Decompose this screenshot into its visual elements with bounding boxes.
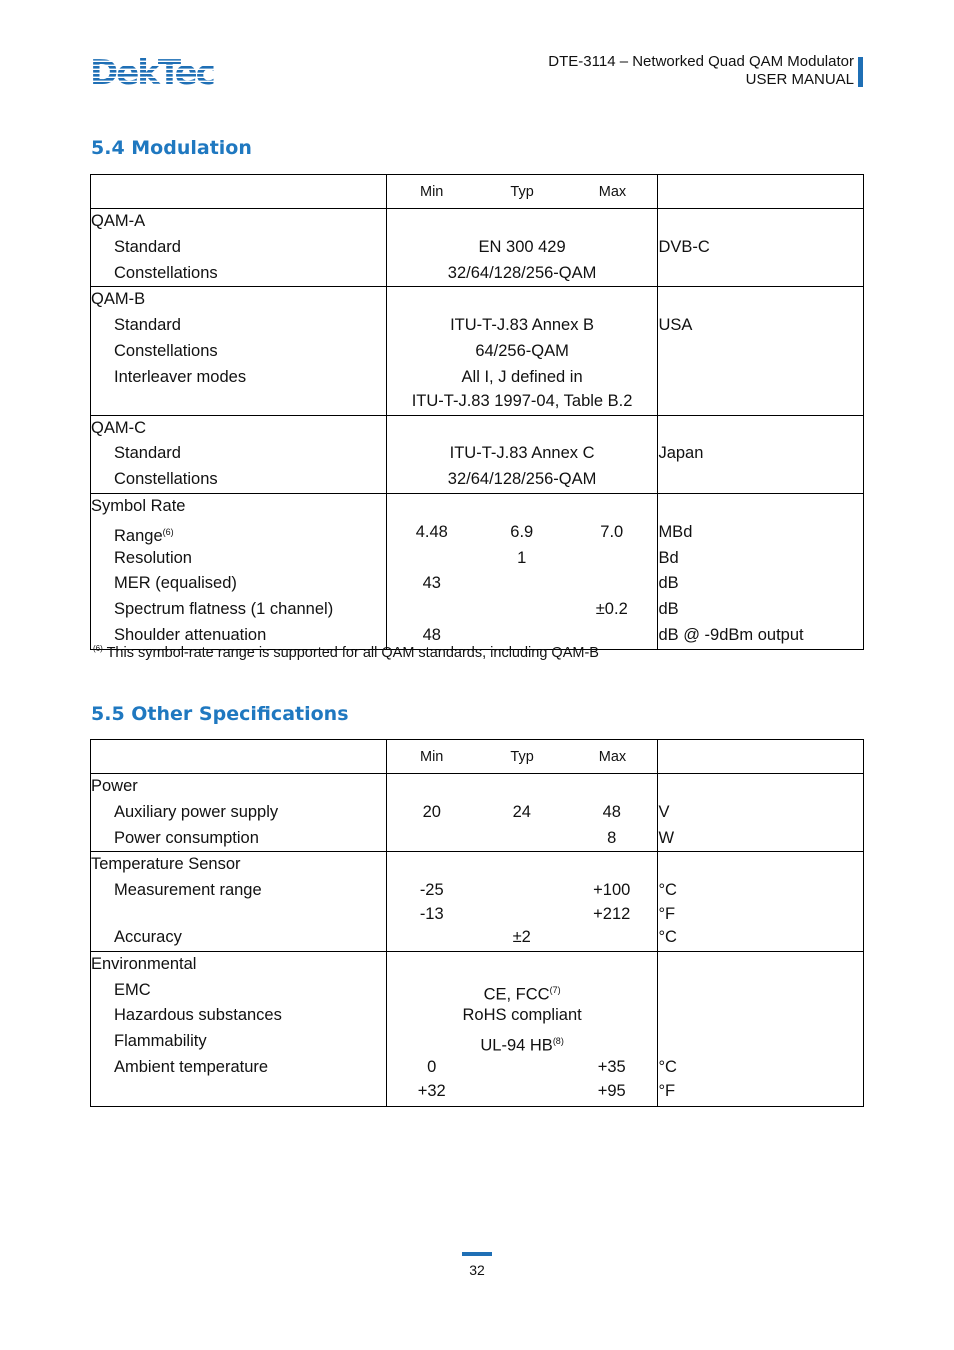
row-values: ±0.2 xyxy=(595,600,628,619)
row-value: 32/64/128/256-QAM xyxy=(447,470,597,489)
row-values: 8 xyxy=(607,828,617,847)
section-title-modulation: 5.4 Modulation xyxy=(91,137,252,159)
table-group-power xyxy=(91,774,864,852)
dektec-logo xyxy=(90,54,220,88)
row-value: EN 300 429 xyxy=(478,237,566,256)
col-header-typ: Typ xyxy=(510,748,534,765)
row-unit: dB xyxy=(658,600,679,619)
footnote-ref: (8) xyxy=(552,1036,564,1047)
row-value: 64/256-QAM xyxy=(475,341,569,360)
group-name: Symbol Rate xyxy=(91,496,186,515)
row-label: Power consumption xyxy=(114,828,259,847)
row-unit: °C xyxy=(658,927,677,946)
modulation-table xyxy=(90,174,864,650)
row-label: Measurement range xyxy=(114,881,262,900)
document-header xyxy=(548,53,854,89)
row-values: 1 xyxy=(517,548,527,567)
row-values: -25 +100 xyxy=(419,881,631,900)
table-group-qam-b xyxy=(91,287,864,415)
page-number-bar xyxy=(462,1252,492,1256)
row-value: CE, FCC$^{(7)}$ xyxy=(483,984,561,1004)
other-specifications-table xyxy=(90,739,864,1107)
row-label: Resolution xyxy=(114,548,192,567)
row-values: ±2 xyxy=(512,927,531,946)
row-label: Range xyxy=(114,527,163,546)
row-label: Standard xyxy=(114,237,181,256)
row-label: Standard xyxy=(114,444,181,463)
footnote-mark: (6) xyxy=(93,644,103,653)
row-unit: MBd xyxy=(658,522,693,541)
table-group-qam-c xyxy=(91,415,864,493)
section-title-other-specifications: 5.5 Other Specifications xyxy=(91,703,349,725)
row-label: EMC xyxy=(114,980,151,999)
row-value: RoHS compliant xyxy=(462,1006,582,1025)
group-name: Temperature Sensor xyxy=(91,855,241,874)
row-label: Standard xyxy=(114,316,181,335)
col-header-max: Max xyxy=(598,748,627,765)
row-unit: W xyxy=(658,828,675,847)
row-unit: dB @ -9dBm output xyxy=(658,625,804,644)
row-unit-alt: °F xyxy=(658,904,676,923)
row-unit: dB xyxy=(658,574,679,593)
row-value: 32/64/128/256-QAM xyxy=(447,263,597,282)
table-group-environmental xyxy=(91,951,864,1106)
table-group-symbol-rate xyxy=(91,493,864,649)
col-header-max: Max xyxy=(598,183,627,200)
group-name: QAM-C xyxy=(91,418,146,437)
table-header-row xyxy=(91,740,864,774)
group-name: QAM-A xyxy=(91,212,146,230)
row-value: UL-94 HB$^{(8)}$ xyxy=(480,1036,564,1055)
footnote-ref: (6) xyxy=(162,526,174,537)
row-label: MER (equalised) xyxy=(114,574,237,593)
row-label: Hazardous substances xyxy=(114,1006,282,1025)
row-label: Auxiliary power supply xyxy=(114,802,279,821)
row-label: Interleaver modes xyxy=(114,367,247,386)
table-header-row xyxy=(91,175,864,209)
row-unit: Bd xyxy=(658,548,679,567)
row-value: All I, J defined in xyxy=(461,367,583,386)
doc-subtitle: USER MANUAL xyxy=(745,71,854,88)
row-label: Shoulder attenuation xyxy=(114,625,267,644)
row-label: Accuracy xyxy=(114,927,182,946)
row-values: 0 +35 xyxy=(427,1057,626,1076)
col-header-typ: Typ xyxy=(510,183,534,200)
footnote-ref: (7) xyxy=(549,984,561,995)
row-label: Ambient temperature xyxy=(114,1057,269,1076)
footnote-6 xyxy=(93,644,599,661)
row-unit: DVB-C xyxy=(658,237,710,256)
row-values: 48 xyxy=(422,625,441,644)
row-label: Constellations xyxy=(114,263,218,282)
row-unit: V xyxy=(658,802,670,821)
row-values: 20 24 48 xyxy=(422,802,621,821)
row-label: Constellations xyxy=(114,341,218,360)
row-values: 4.48 6.9 7.0 xyxy=(415,522,624,541)
table-group-qam-a xyxy=(91,209,864,287)
footnote-text: This symbol-rate range is supported for all QAM standards, including QAM-B xyxy=(106,644,599,661)
row-label: Constellations xyxy=(114,470,218,489)
row-values-alt: +32 +95 xyxy=(417,1081,626,1100)
table-group-temperature-sensor xyxy=(91,852,864,951)
row-unit: °C xyxy=(658,881,677,900)
row-label: Flammability xyxy=(114,1032,207,1051)
row-unit: °C xyxy=(658,1057,677,1076)
group-name: Power xyxy=(91,777,138,795)
row-values: 43 xyxy=(422,574,441,593)
group-name: QAM-B xyxy=(91,290,146,309)
header-accent-bar xyxy=(858,57,863,87)
row-unit-alt: °F xyxy=(658,1081,676,1100)
row-unit: USA xyxy=(658,316,693,335)
row-value: ITU-T-J.83 Annex C xyxy=(449,444,595,463)
doc-title: DTE-3114 – Networked Quad QAM Modulator xyxy=(548,53,854,70)
page-number: 32 xyxy=(469,1262,485,1278)
row-value: ITU-T-J.83 Annex B xyxy=(450,316,595,335)
row-label: Spectrum flatness (1 channel) xyxy=(114,600,334,619)
row-unit: Japan xyxy=(658,444,704,463)
row-value-cont: ITU-T-J.83 1997-04, Table B.2 xyxy=(411,391,633,410)
svg-text:DekTec: DekTec xyxy=(90,54,214,88)
col-header-min: Min xyxy=(420,748,444,765)
row-values-alt: -13 +212 xyxy=(419,904,631,923)
col-header-min: Min xyxy=(420,183,444,200)
group-name: Environmental xyxy=(91,954,197,973)
